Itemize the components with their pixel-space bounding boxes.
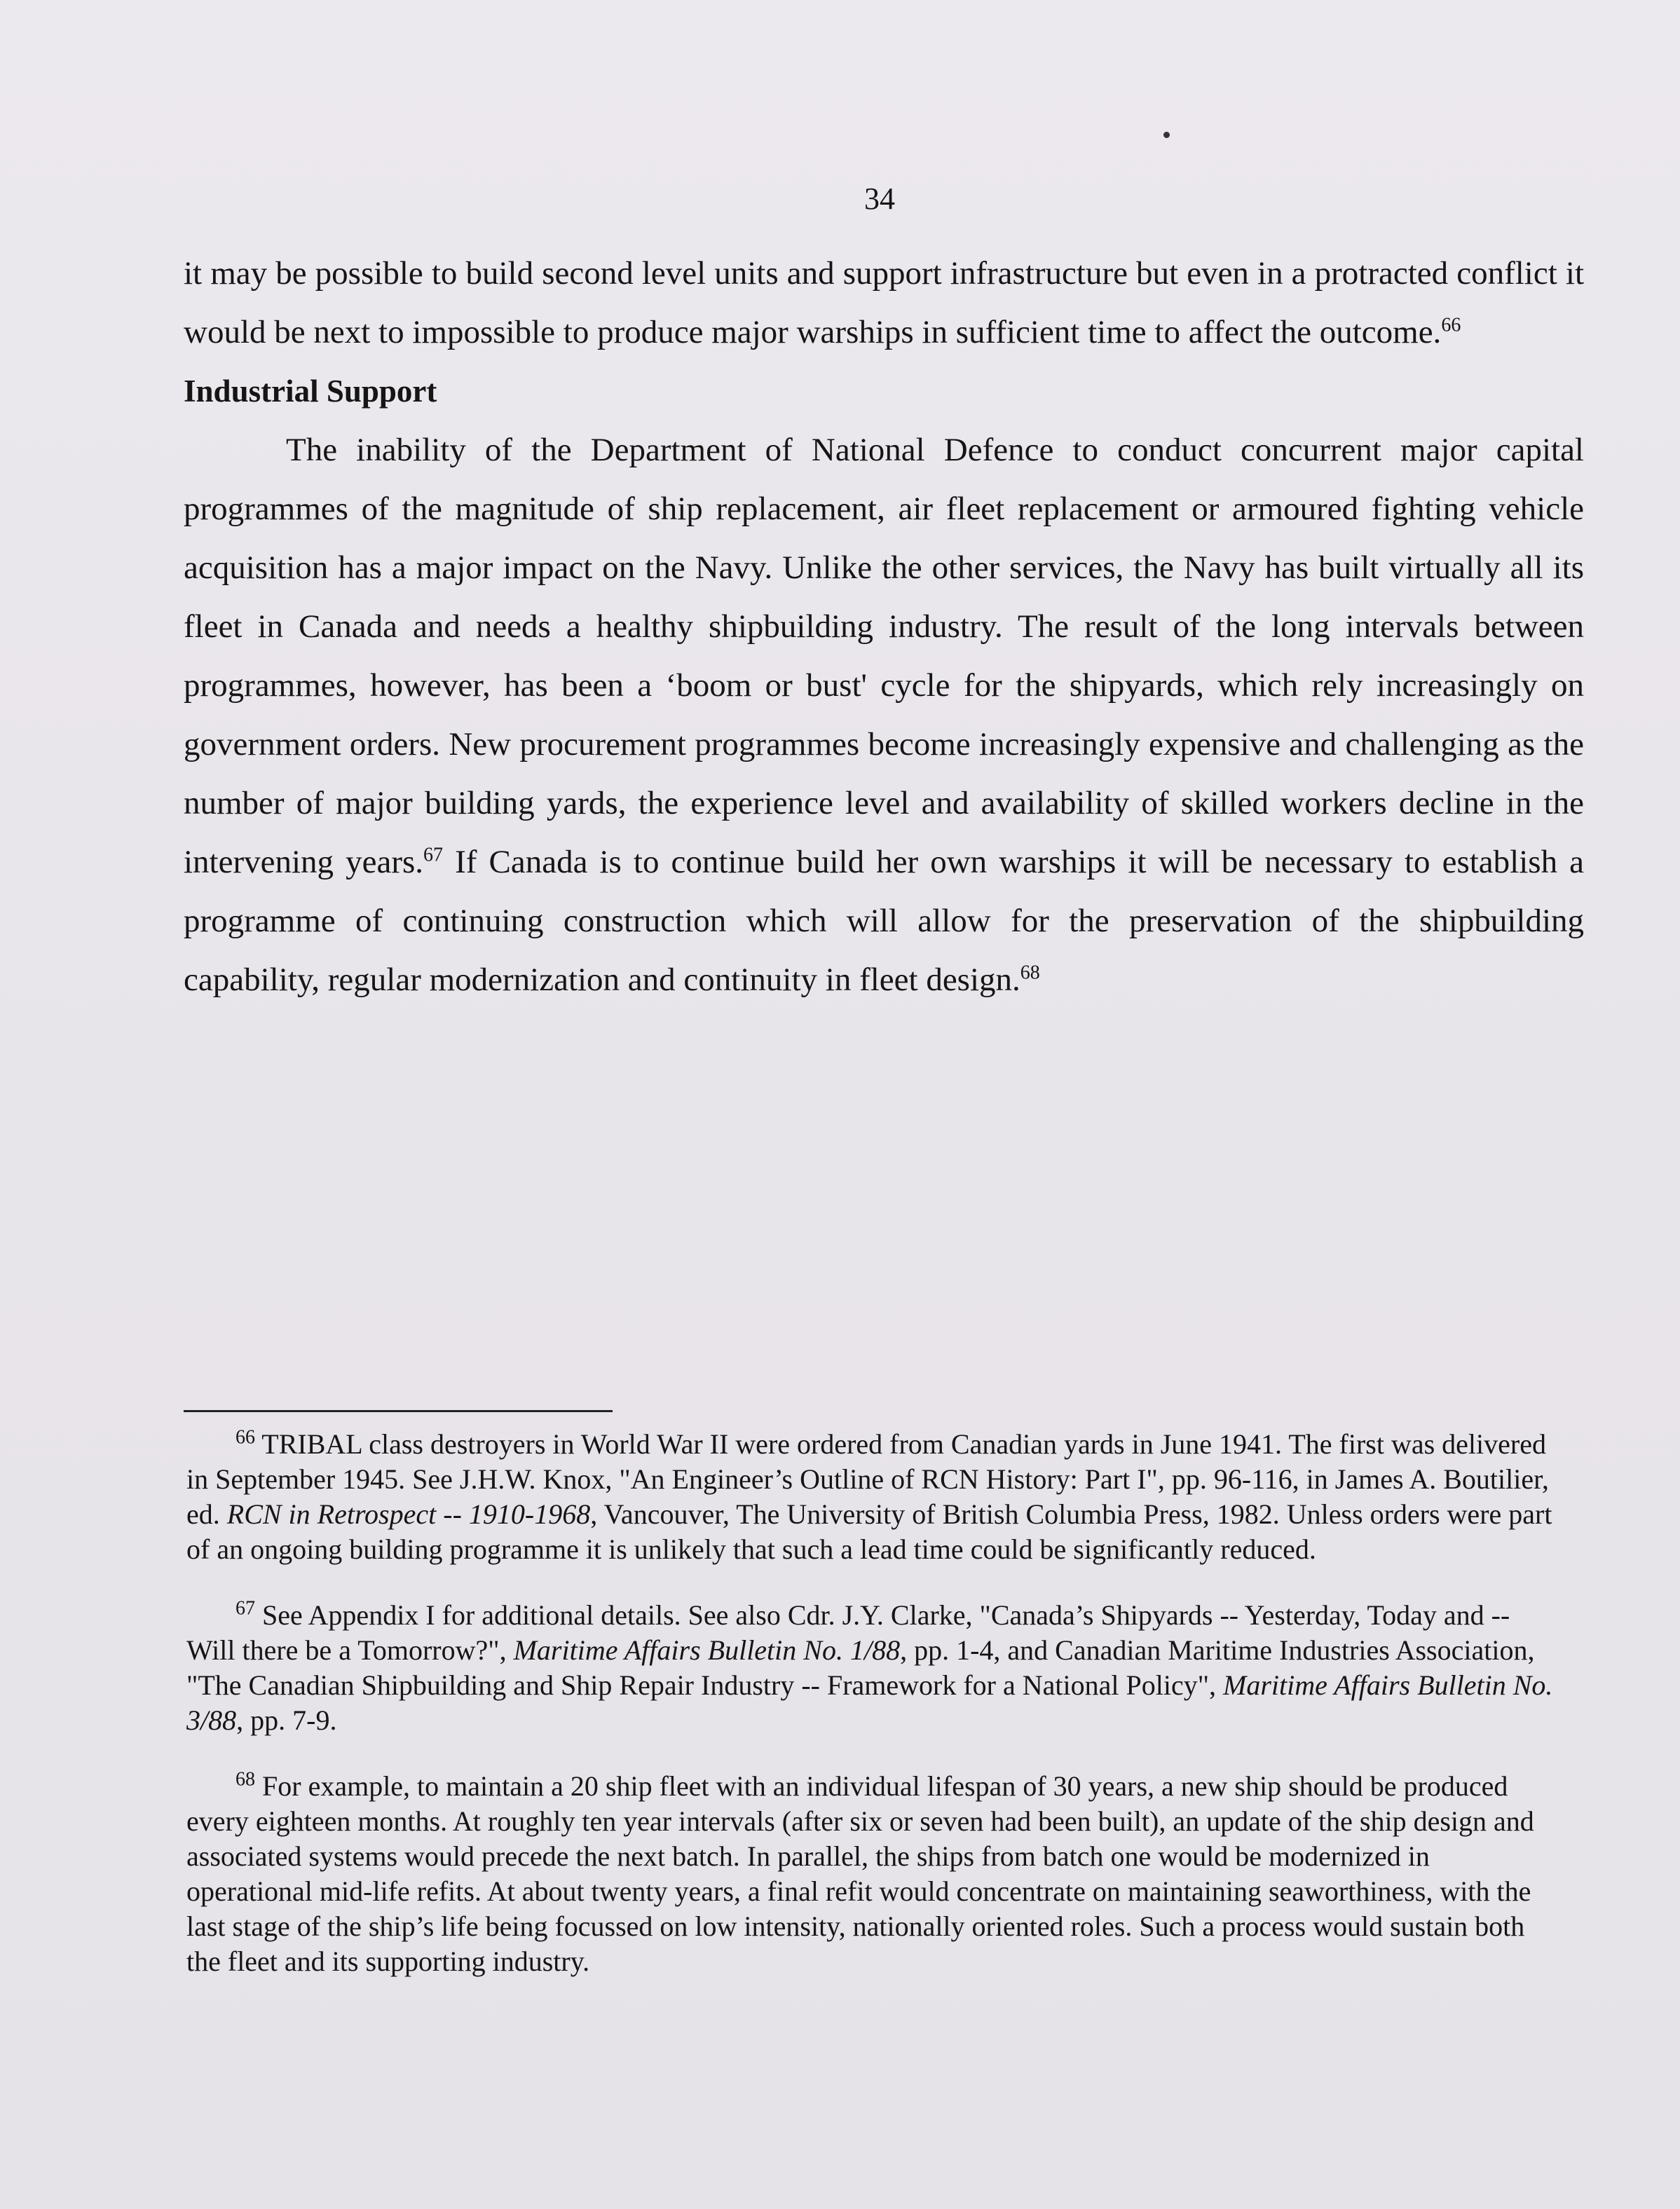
- footnote-ref-66[interactable]: 66: [1441, 314, 1461, 336]
- footnote-title: RCN in Retrospect -- 1910-1968: [226, 1498, 591, 1530]
- page-number: 34: [864, 182, 895, 216]
- stray-ink-mark: [1163, 132, 1170, 138]
- footnote-title: Maritime Affairs Bulletin No. 1/88: [513, 1634, 901, 1666]
- footnote-number: 66: [235, 1426, 255, 1449]
- body-text: [184, 244, 1584, 1009]
- paragraph-industrial-support: The inability of the Department of National Defence to conduct concurrent major capital programmes of the magnitude of ship replacement, air fleet replacement or armoured fighting vehicle acquisition has a major impact on the Navy. Unlike the other services, the Navy has built virtually all its fleet in Canada and needs a healthy shipbuilding industry. The result of the long intervals between programmes, however, has been a ‘boom or bust' cycle for the shipyards, which rely increasingly on government orders. New procurement programmes become increasingly expensive and challenging as the number of major building yards, the experience level and availability of skilled workers decline in the intervening years.$^{67}$ If Canada is to continue build her own warships it will be necessary to establish a programme of continuing construction which will allow for the preservation of the shipbuilding capability, regular modernization and continuity in fleet design.$^{68}$: [184, 432, 1585, 998]
- footnote-ref-68[interactable]: 68: [1020, 962, 1040, 984]
- footnote-number: 68: [235, 1768, 255, 1791]
- footnote-ref-67[interactable]: 67: [423, 844, 444, 866]
- section-heading: Industrial Support: [184, 374, 437, 409]
- footnote-title: Maritime Affairs Bulletin No. 3/88: [186, 1669, 1553, 1736]
- paragraph-continuation: it may be possible to build second level units and support infrastructure but even in a protracted conflict it would be next to impossible to produce major warships in sufficient time to affect the outcome.$^{66}$: [184, 255, 1584, 350]
- footnote-divider: [184, 1410, 613, 1412]
- footnotes: [186, 1427, 1560, 2010]
- footnote-67: $^{67}$ See Appendix I for additional details. See also Cdr. J.Y. Clarke, "Canada’s Shipyards -- Yesterday, Today and -- Will there be a Tomorrow?", Maritime Affairs Bulletin No. 1/88, pp. 1-4, and Canadian Maritime Industries Association, "The Canadian Shipbuilding and Ship Repair Industry -- Framework for a National Policy", Maritime Affairs Bulletin No. 3/88, pp. 7-9.: [186, 1597, 1553, 1736]
- footnote-66: $^{66}$ TRIBAL class destroyers in World War II were ordered from Canadian yards in June 1941. The first was delivered in September 1945. See J.H.W. Knox, "An Engineer’s Outline of RCN History: Part I", pp. 96-116, in James A. Boutilier, ed. RCN in Retrospect -- 1910-1968, Vancouver, The University of British Columbia Press, 1982. Unless orders were part of an ongoing building programme it is unlikely that such a lead time could be significantly reduced.: [186, 1426, 1552, 1565]
- footnote-68: $^{68}$ For example, to maintain a 20 ship fleet with an individual lifespan of 30 years, a new ship should be produced every eighteen months. At roughly ten year intervals (after six or seven had been built), an update of the ship design and associated systems would precede the next batch. In parallel, the ships from batch one would be modernized in operational mid-life refits. At about twenty years, a final refit would concentrate on maintaining seaworthiness, with the last stage of the ship’s life being focussed on low intensity, nationally oriented roles. Such a process would sustain both the fleet and its supporting industry.: [186, 1768, 1534, 1977]
- footnote-number: 67: [235, 1597, 255, 1620]
